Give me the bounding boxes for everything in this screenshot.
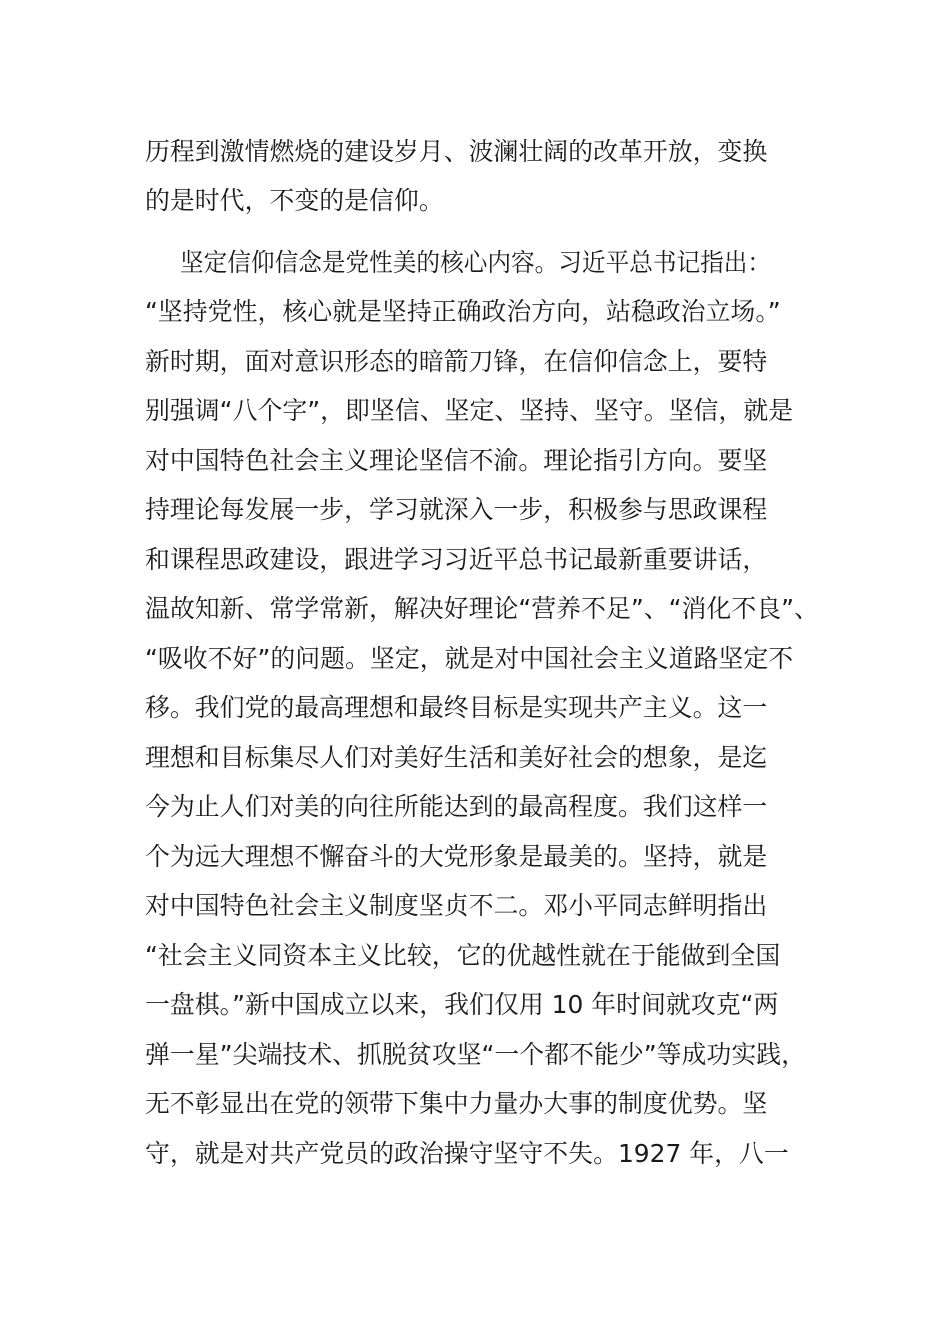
text-line-1: 历程到激情燃烧的建设岁月、波澜壮阔的改革开放，变换 [145, 137, 768, 166]
text-line-18: 一盘棋。”新中国成立以来，我们仅用 10 年时间就攻克“两 [145, 990, 779, 1019]
text-line-5: 新时期，面对意识形态的暗箭刀锋，在信仰信念上，要特 [145, 347, 768, 376]
text-line-14: 今为止人们对美的向往所能达到的最高程度。我们这样一 [145, 792, 768, 821]
text-line-2: 的是时代，不变的是信仰。 [145, 186, 444, 215]
text-line-19: 弹一星”尖端技术、抓脱贫攻坚“一个都不能少”等成功实践， [145, 1040, 807, 1069]
text-line-7: 对中国特色社会主义理论坚信不渝。理论指引方向。要坚 [145, 446, 768, 475]
text-line-10: 温故知新、常学常新，解决好理论“营养不足”、“消化不良”、 [145, 594, 819, 623]
text-line-20: 无不彰显出在党的领带下集中力量办大事的制度优势。坚 [145, 1089, 768, 1118]
text-line-9: 和课程思政建设，跟进学习习近平总书记最新重要讲话， [145, 545, 768, 574]
text-line-3: 坚定信仰信念是党性美的核心内容。习近平总书记指出： [180, 248, 772, 277]
text-line-15: 个为远大理想不懈奋斗的大党形象是最美的。坚持，就是 [145, 842, 768, 871]
text-line-12: 移。我们党的最高理想和最终目标是实现共产主义。这一 [145, 693, 768, 722]
text-line-13: 理想和目标集尽人们对美好生活和美好社会的想象，是迄 [145, 743, 768, 772]
text-line-16: 对中国特色社会主义制度坚贞不二。邓小平同志鲜明指出 [145, 891, 768, 920]
text-line-17: “社会主义同资本主义比较，它的优越性就在于能做到全国 [145, 941, 781, 970]
text-line-6: 别强调“八个字”，即坚信、坚定、坚持、坚守。坚信，就是 [145, 396, 794, 425]
text-line-8: 持理论每发展一步，学习就深入一步，积极参与思政课程 [145, 495, 768, 524]
text-line-4: “坚持党性，核心就是坚持正确政治方向，站稳政治立场。” [145, 297, 781, 326]
text-line-21: 守，就是对共产党员的政治操守坚守不失。1927 年，八一 [145, 1139, 789, 1168]
text-line-11: “吸收不好”的问题。坚定，就是对中国社会主义道路坚定不 [145, 644, 794, 673]
